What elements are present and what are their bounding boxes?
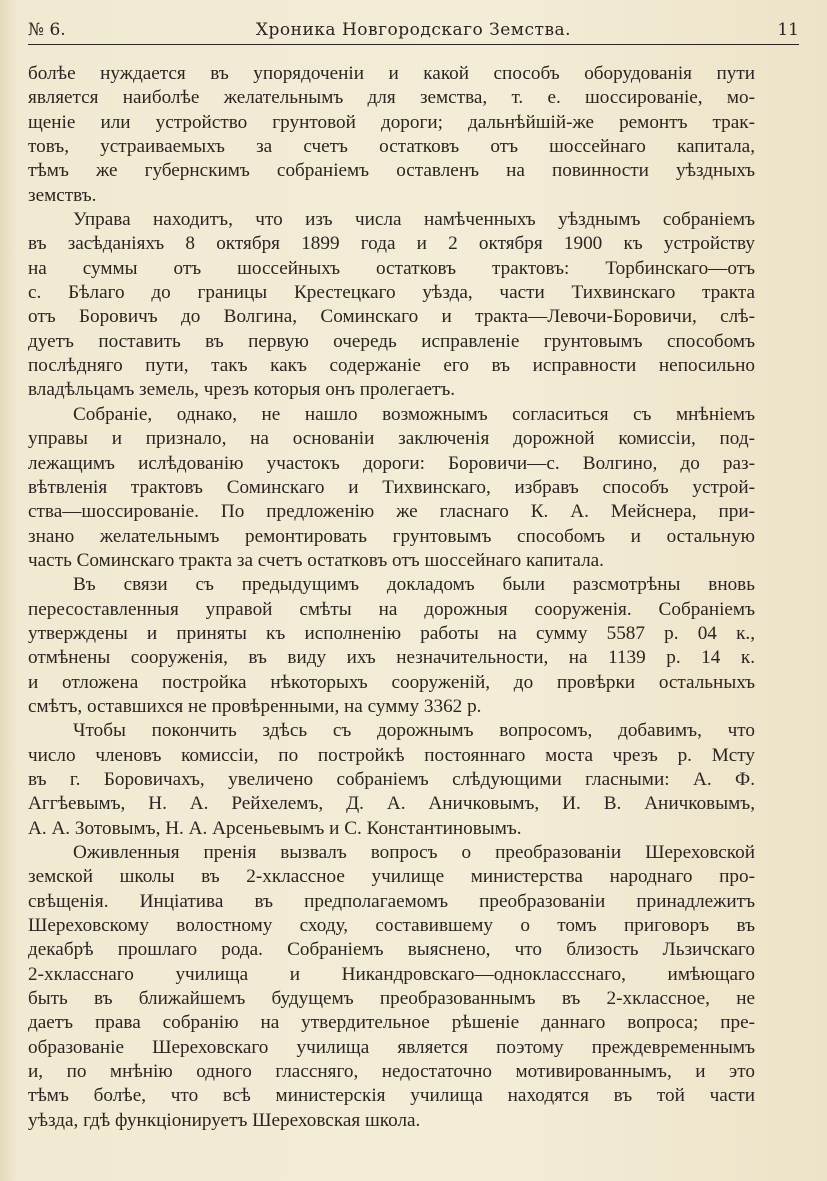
text-line: А. А. Зотовымъ, Н. А. Арсеньевымъ и С. Константиновымъ. — [28, 817, 522, 839]
text-line: Управа находитъ, что изъ числа намѣченныхъ уѣзднымъ собраніемъ — [73, 209, 755, 231]
text-line: управы и признало, на основаніи заключенія дорожной комиссіи, под- — [28, 428, 755, 450]
text-line: Въ связи съ предыдущимъ докладомъ были разсмотрѣны вновь — [73, 574, 755, 596]
text-line: пересоставленныя управой смѣты на дорожныя сооруженія. Собраніемъ — [28, 598, 755, 620]
text-line: Аггѣевымъ, Н. А. Рейхелемъ, Д. А. Аничковымъ, И. В. Аничковымъ, — [28, 793, 755, 815]
text-line: дуетъ поставить въ первую очередь исправленіе грунтовымъ способомъ — [28, 330, 755, 352]
text-line: тѣмъ же губернскимъ собраніемъ оставленъ на повинности уѣздныхъ — [28, 160, 755, 182]
text-line: тѣмъ болѣе, что всѣ министерскія училища находятся въ той части — [28, 1085, 755, 1107]
text-line: число членовъ комиссіи, по постройкѣ постояннаго моста чрезъ р. Мсту — [28, 744, 755, 766]
paragraph — [28, 62, 755, 208]
text-line: смѣтъ, оставшихся не провѣренными, на сумму 3362 р. — [28, 695, 482, 717]
text-line: земской школы въ 2-хклассное училище министерства народнаго про- — [28, 866, 755, 888]
page-header — [28, 18, 799, 45]
text-line: Чтобы покончить здѣсь съ дорожнымъ вопросомъ, добавимъ, что — [73, 720, 755, 742]
text-line: с. Бѣлаго до границы Крестецкаго уѣзда, части Тихвинскаго тракта — [28, 282, 755, 304]
text-line: послѣдняго пути, такъ какъ содержаніе его въ исправности непосильно — [28, 355, 755, 377]
text-line: ства—шоссированіе. По предложенію же гласнаго К. А. Мейснера, при- — [28, 501, 755, 523]
text-line: вѣтвленія трактовъ Соминскаго и Тихвинскаго, избравъ способъ устрой- — [28, 476, 755, 498]
issue-number: № 6. — [28, 20, 66, 40]
text-line: и, по мнѣнію одного глассняго, недостаточно мотивированнымъ, и это — [28, 1061, 755, 1083]
text-line: декабрѣ прошлаго рода. Собраніемъ выяснено, что близость Льзичскаго — [28, 939, 755, 961]
text-line: утверждены и приняты къ исполненію работы на сумму 5587 р. 04 к., — [28, 622, 755, 644]
text-line: на суммы отъ шоссейныхъ остатковъ трактовъ: Торбинскаго—отъ — [28, 257, 755, 279]
text-line: 2-хкласснаго училища и Никандровскаго—одноклассснаго, имѣющаго — [28, 963, 755, 985]
text-line: въ засѣданіяхъ 8 октября 1899 года и 2 октября 1900 къ устройству — [28, 233, 755, 255]
text-line: быть въ ближайшемъ будущемъ преобразованнымъ въ 2-хклассное, не — [28, 988, 755, 1010]
text-line: отмѣнены сооруженія, въ виду ихъ незначительности, на 1139 р. 14 к. — [28, 647, 755, 669]
text-line: товъ, устраиваемыхъ за счетъ остатковъ отъ шоссейнаго капитала, — [28, 136, 755, 158]
page-number: 11 — [777, 20, 799, 40]
text-line: отъ Боровичъ до Волгина, Соминскаго и тракта—Левочи-Боровичи, слѣ- — [28, 306, 755, 328]
text-line: часть Соминскаго тракта за счетъ остатковъ отъ шоссейнаго капитала. — [28, 549, 604, 571]
body-text — [28, 62, 755, 1133]
paragraph — [28, 403, 755, 573]
text-line: свѣщенія. Инціатива въ предполагаемомъ преобразованіи принадлежитъ — [28, 890, 755, 912]
text-line: щеніе или устройство грунтовой дороги; дальнѣйшій-же ремонтъ трак- — [28, 111, 755, 133]
text-line: владѣльцамъ земель, чрезъ которыя онъ пролегаетъ. — [28, 379, 456, 401]
paragraph — [28, 208, 755, 403]
text-line: образованіе Шереховскаго училища является поэтому преждевременнымъ — [28, 1036, 755, 1058]
paragraph — [28, 841, 755, 1133]
text-line: является наиболѣе желательнымъ для земства, т. е. шоссированіе, мо- — [28, 87, 755, 109]
text-line: даетъ права собранію на утвердительное рѣшеніе даннаго вопроса; пре- — [28, 1012, 755, 1034]
text-line: знано желательнымъ ремонтировать грунтовымъ способомъ и остальную — [28, 525, 755, 547]
text-line: въ г. Боровичахъ, увеличено собраніемъ слѣдующими гласными: А. Ф. — [28, 768, 755, 790]
text-line: земствъ. — [28, 184, 97, 206]
text-line: уѣзда, гдѣ функціонируетъ Шереховская школа. — [28, 1109, 421, 1131]
text-line: болѣе нуждается въ упорядоченіи и какой способъ оборудованія пути — [28, 63, 755, 84]
text-line: Собраніе, однако, не нашло возможнымъ согласиться съ мнѣніемъ — [73, 403, 755, 425]
text-line: и отложена постройка нѣкоторыхъ сооруженій, до провѣрки остальныхъ — [28, 671, 755, 693]
text-line: Оживленныя пренія вызвалъ вопросъ о преобразованіи Шереховской — [73, 842, 755, 863]
running-title: Хроника Новгородскаго Земства. — [255, 20, 572, 40]
paragraph — [28, 719, 755, 841]
paragraph — [28, 573, 755, 719]
text-line: лежащимъ ислѣдованію участокъ дороги: Боровичи—с. Волгино, до раз- — [28, 452, 755, 474]
text-line: Шереховскому волостному сходу, составившему о томъ приговоръ въ — [28, 915, 755, 937]
